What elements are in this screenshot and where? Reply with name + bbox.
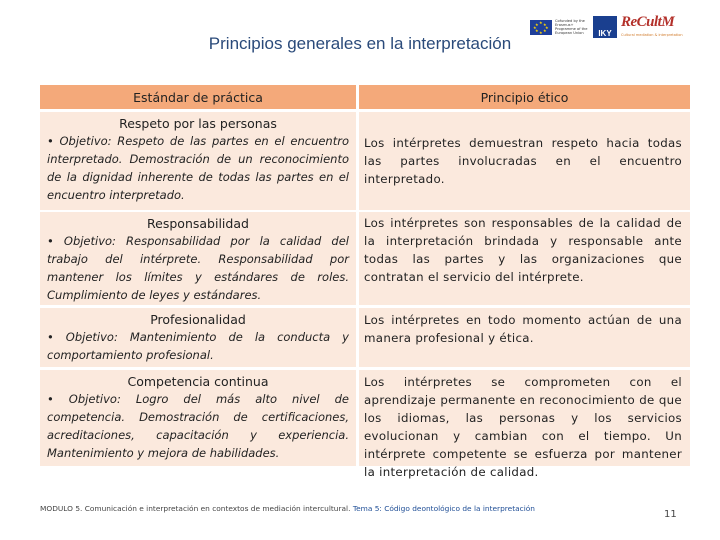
row-4-principle: Los intérpretes se comprometen con el aprendizaje permanente en reconocimiento de que los idiomas, las personas y los servicios evolucionan y cambian con el tiempo. Un intérprete competente se esfuerza por mantener la interpretación de calidad. — [364, 375, 682, 479]
header-standard-practice: Estándar de práctica — [40, 85, 356, 109]
row-3-principle: Los intérpretes en todo momento actúan de una manera profesional y ética. — [364, 313, 682, 345]
iky-logo: IKY — [593, 16, 617, 38]
row-2-objective: • Objetivo: Responsabilidad por la calidad del trabajo del intérprete. Responsabilidad por mantener los límites y estándares de roles. Cumplimiento de leyes y estándares. — [47, 234, 349, 302]
row-1-objective: • Objetivo: Respeto de las partes en el encuentro interpretado. Demostración de un reconocimiento de la dignidad inherente de todas las partes en el encuentro interpretado. — [47, 134, 349, 202]
row-1-title: Respeto por las personas — [119, 116, 277, 131]
row-4-title: Competencia continua — [127, 374, 269, 389]
page-number: 11 — [664, 509, 677, 520]
footer-module: MODULO 5. Comunicación e interpretación en contextos de mediación intercultural. — [40, 504, 351, 513]
footer-topic: Tema 5: Código deontológico de la interpretación — [352, 504, 535, 513]
footer — [40, 504, 535, 513]
row-1-standard — [40, 112, 356, 210]
row-1-principle-cell — [359, 112, 690, 210]
row-2-principle: Los intérpretes son responsables de la calidad de la interpretación brindada y responsable ante todas las partes y las organizaciones que contratan el servicio del intérprete. — [364, 216, 682, 284]
eu-cofunded-text: Cofunded by the Erasmus+ Programme of the European Union — [555, 18, 588, 36]
row-3-title: Profesionalidad — [150, 312, 246, 327]
row-2-title: Responsabilidad — [147, 216, 249, 231]
row-2-principle-cell — [359, 212, 690, 305]
eu-flag-logo: ★ ★ ★ ★ ★ ★ ★ ★ — [530, 20, 552, 35]
row-4-principle-cell — [359, 370, 690, 479]
row-3-objective: • Objetivo: Mantenimiento de la conducta y comportamiento profesional. — [47, 330, 349, 362]
row-4-standard — [40, 370, 356, 466]
row-4-objective: • Objetivo: Logro del más alto nivel de competencia. Demostración de certificaciones, acreditaciones, capacitación y experiencia. Mantenimiento y mejora de habilidades. — [47, 392, 349, 460]
header-ethical-principle: Principio ético — [359, 85, 690, 109]
row-1-principle: Los intérpretes demuestran respeto hacia todas las partes involucradas en el encuentro interpretado. — [364, 136, 682, 186]
recultm-logo-text: ReCultM — [621, 14, 675, 30]
page-title: Principios generales en la interpretación — [208, 34, 512, 53]
row-2-standard — [40, 212, 356, 305]
row-3-standard — [40, 308, 356, 367]
recultm-logo-subtitle: Cultural mediation & interpretation — [621, 33, 683, 37]
row-3-principle-cell — [359, 308, 690, 367]
